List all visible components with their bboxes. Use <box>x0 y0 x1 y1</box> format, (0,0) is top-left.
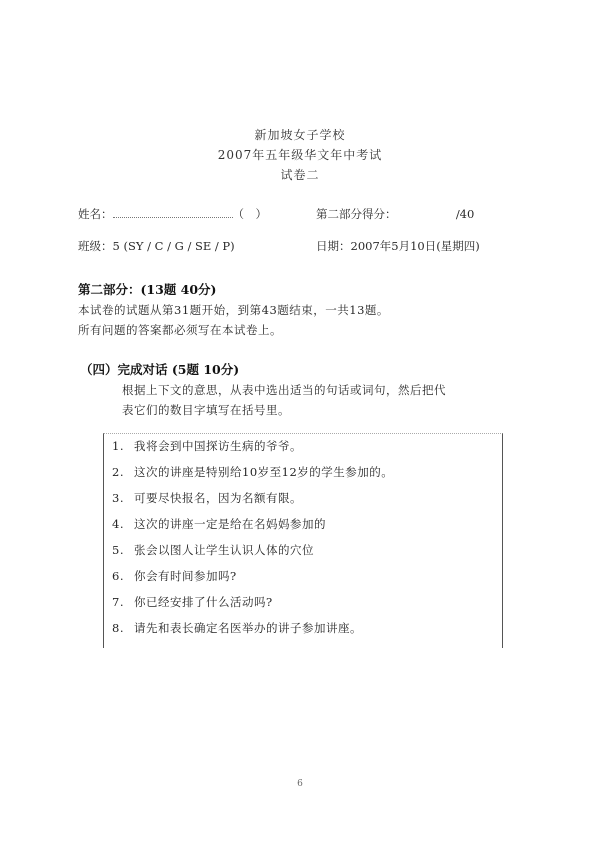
option-item-2: 2. 这次的讲座是特别给10岁至12岁的学生参加的。 <box>112 465 394 479</box>
part-instruction-1: 本试卷的试题从第31题开始，到第43题结束，一共13题。 <box>78 303 389 317</box>
name-label: 姓名： <box>78 207 113 221</box>
section-instruction-1: 根据上下文的意思，从表中选出适当的句话或词句，然后把代 <box>122 383 446 397</box>
part-instruction-2: 所有问题的答案都必须写在本试卷上。 <box>78 323 282 337</box>
score-total: /40 <box>455 207 475 221</box>
option-item-1: 1. 我将会到中国探访生病的爷爷。 <box>112 439 302 453</box>
paper-title: 试卷二 <box>280 168 320 182</box>
exam-title: 2007年五年级华文年中考试 <box>217 148 383 162</box>
index-blank: （ ） <box>232 207 267 221</box>
options-box <box>103 433 503 648</box>
option-item-6: 6. 你会有时间参加吗? <box>112 569 237 583</box>
option-item-8: 8. 请先和表长确定名医举办的讲子参加讲座。 <box>112 621 362 635</box>
option-item-4: 4. 这次的讲座一定是给在名妈妈参加的 <box>112 517 326 531</box>
page-number: 6 <box>297 779 303 789</box>
option-item-5: 5. 张会以图人让学生认识人体的穴位 <box>112 543 314 557</box>
option-item-3: 3. 可要尽快报名，因为名额有限。 <box>112 491 302 505</box>
name-field <box>78 206 267 222</box>
section-heading: （四）完成对话 (5题 10分) <box>80 362 240 377</box>
section-instruction-2: 表它们的数目字填写在括号里。 <box>122 403 290 417</box>
date-field: 日期：2007年5月10日(星期四) <box>316 239 480 253</box>
class-field: 班级：5 (SY / C / G / SE / P) <box>78 239 235 253</box>
score-label: 第二部分得分： <box>316 207 397 221</box>
option-item-7: 7. 你已经安排了什么活动吗? <box>112 595 273 609</box>
school-name: 新加坡女子学校 <box>254 128 346 142</box>
part-heading: 第二部分：(13题 40分) <box>78 282 217 297</box>
name-blank <box>113 207 233 218</box>
score-field <box>316 206 474 222</box>
